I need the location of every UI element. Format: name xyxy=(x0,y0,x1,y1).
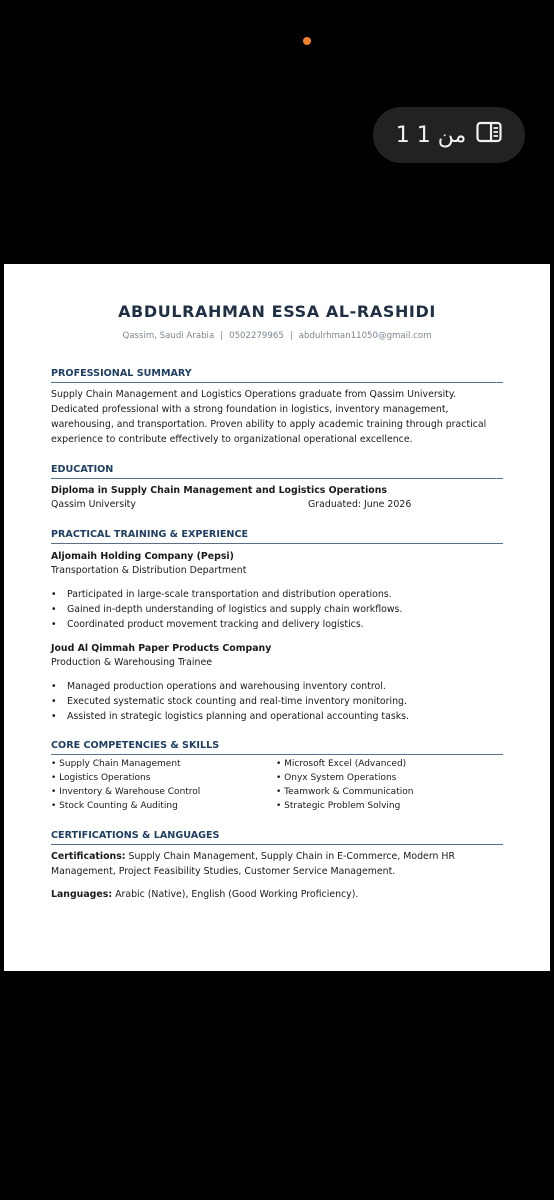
skill-item: • Onyx System Operations xyxy=(276,773,397,783)
certifications-label: Certifications: xyxy=(51,851,126,862)
certifications-title: CERTIFICATIONS & LANGUAGES xyxy=(51,830,503,845)
job-bullet: • Executed systematic stock counting and real-time inventory monitoring. xyxy=(51,694,503,709)
certifications-text xyxy=(51,849,503,879)
languages-text xyxy=(51,887,503,902)
job-bullets xyxy=(51,679,503,724)
job-role: Transportation & Distribution Department xyxy=(51,565,247,576)
resume-name: ABDULRAHMAN ESSA AL-RASHIDI xyxy=(118,302,436,321)
page-layout-icon xyxy=(476,121,502,149)
skill-item: • Stock Counting & Auditing xyxy=(51,801,178,811)
skills-right-column xyxy=(276,757,501,813)
contact-location: Qassim, Saudi Arabia xyxy=(122,331,215,341)
skill-item: • Inventory & Warehouse Control xyxy=(51,787,201,797)
education-degree: Diploma in Supply Chain Management and Logistics Operations xyxy=(51,485,387,496)
languages-list: Arabic (Native), English (Good Working Proficiency). xyxy=(112,889,359,900)
contact-line xyxy=(51,331,503,341)
experience-section xyxy=(51,529,503,724)
job-bullet: • Participated in large-scale transportation and distribution operations. xyxy=(51,587,503,602)
skills-section xyxy=(51,740,503,813)
contact-separator: | xyxy=(220,331,224,341)
education-graduated: Graduated: June 2026 xyxy=(308,499,412,510)
job-bullet: • Gained in-depth understanding of logistics and supply chain workflows. xyxy=(51,602,503,617)
skills-grid xyxy=(51,757,503,813)
job-role: Production & Warehousing Trainee xyxy=(51,657,212,668)
recording-indicator-dot xyxy=(303,37,311,45)
certifications-list: Supply Chain Management, Supply Chain in E-Commerce, Modern HR Management, Project Feasibility Studies, Customer Service Management. xyxy=(51,851,455,877)
job-company: Joud Al Qimmah Paper Products Company xyxy=(51,643,272,654)
contact-phone: 0502279965 xyxy=(229,331,284,341)
job-bullet: • Managed production operations and warehousing inventory control. xyxy=(51,679,503,694)
skill-item: • Microsoft Excel (Advanced) xyxy=(276,759,407,769)
skill-item: • Logistics Operations xyxy=(51,773,151,783)
certifications-section xyxy=(51,830,503,902)
education-school: Qassim University xyxy=(51,499,136,510)
summary-section xyxy=(51,368,503,447)
page-indicator-text: 1 من 1 xyxy=(395,122,467,148)
education-title: EDUCATION xyxy=(51,464,503,479)
languages-label: Languages: xyxy=(51,889,113,900)
job-bullet: • Assisted in strategic logistics planning and operational accounting tasks. xyxy=(51,709,503,724)
job-company: Aljomaih Holding Company (Pepsi) xyxy=(51,551,234,562)
page-indicator-pill[interactable] xyxy=(373,107,525,163)
experience-title: PRACTICAL TRAINING & EXPERIENCE xyxy=(51,529,503,544)
job-bullet: • Coordinated product movement tracking and delivery logistics. xyxy=(51,617,503,632)
education-row xyxy=(51,498,503,512)
resume-page xyxy=(4,264,550,971)
summary-text: Supply Chain Management and Logistics Operations graduate from Qassim University. Dedicated professional with a strong foundation in logistics, inventory management, warehousing, and transportation. Proven ability to apply academic training through practical experience to contribute effectively to organizational operational excellence. xyxy=(51,389,487,445)
job-bullets xyxy=(51,587,503,632)
skills-title: CORE COMPETENCIES & SKILLS xyxy=(51,740,503,755)
contact-email: abdulrhman11050@gmail.com xyxy=(298,331,432,341)
skills-left-column xyxy=(51,757,276,813)
education-section xyxy=(51,464,503,512)
skill-item: • Supply Chain Management xyxy=(51,759,181,769)
contact-separator: | xyxy=(289,331,293,341)
skill-item: • Strategic Problem Solving xyxy=(276,801,401,811)
skill-item: • Teamwork & Communication xyxy=(276,787,414,797)
summary-title: PROFESSIONAL SUMMARY xyxy=(51,368,503,383)
